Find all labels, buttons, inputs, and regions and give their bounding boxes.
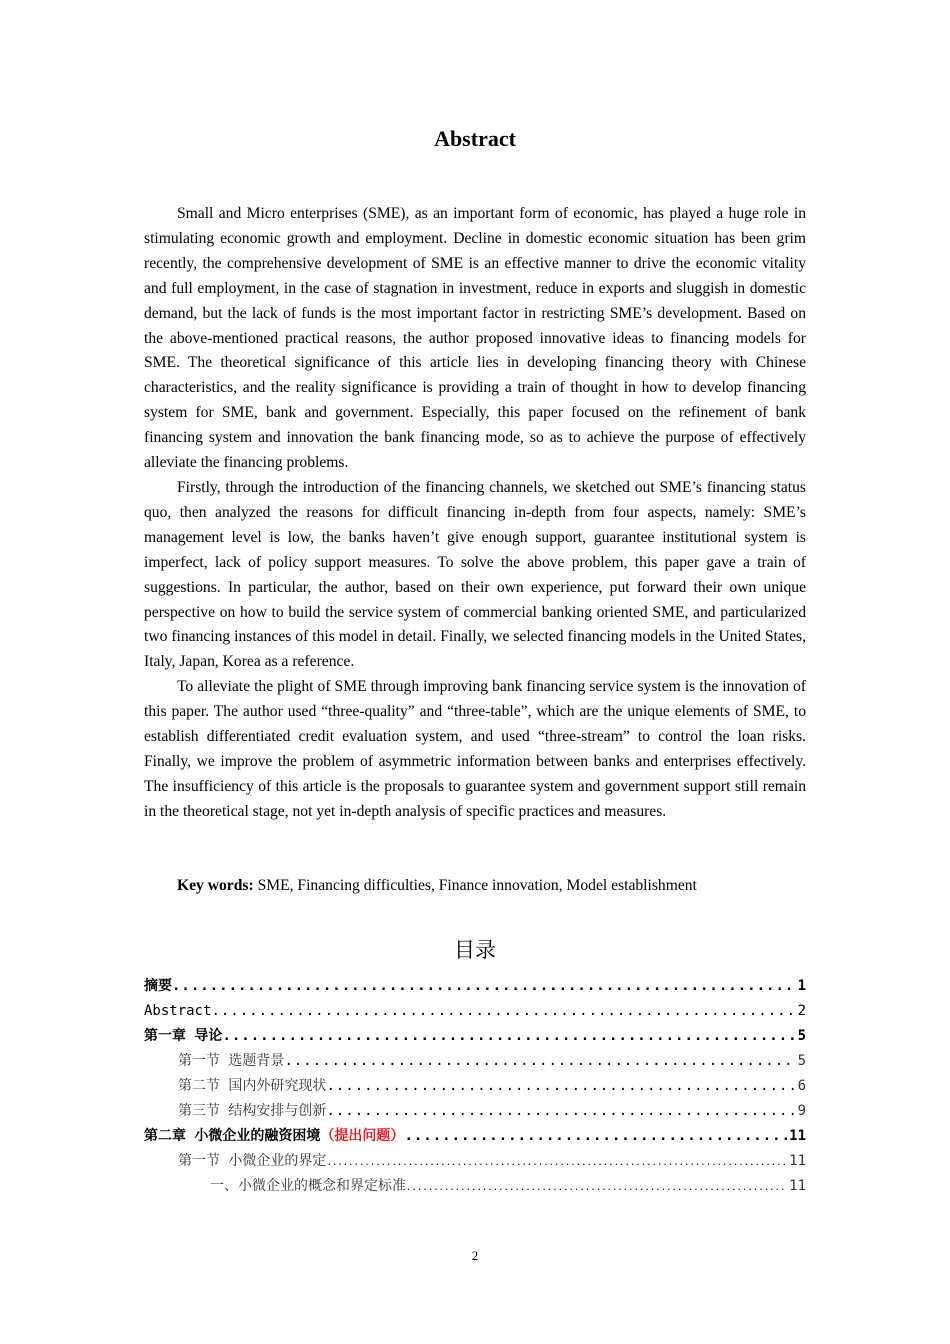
toc-page-number: 11 [789, 1153, 806, 1169]
toc-entry-chapter-1-section-1[interactable] [144, 1049, 806, 1074]
toc-page-number: 6 [797, 1078, 806, 1094]
toc-leader-dots [222, 1024, 795, 1049]
keywords-label: Key words: [177, 877, 254, 894]
toc-page-number: 9 [797, 1103, 806, 1119]
abstract-body [144, 202, 806, 825]
toc-page-number: 11 [789, 1128, 806, 1144]
page-number: 2 [471, 1248, 479, 1263]
toc-entry-label: 第一节 选题背景 [178, 1053, 285, 1069]
toc-leader-dots [172, 974, 796, 999]
toc-leader-dots [326, 1151, 787, 1174]
toc-leader-dots [404, 1124, 787, 1149]
toc-entry-label: 第三节 结构安排与创新 [178, 1103, 327, 1119]
toc-entry-label: 第二节 国内外研究现状 [178, 1078, 327, 1094]
toc-entry-label: Abstract [144, 1003, 212, 1019]
toc-entry-label: 一、小微企业的概念和界定标准 [210, 1178, 406, 1194]
toc-entry-chapter-1-section-3[interactable] [144, 1099, 806, 1124]
toc-entry-chapter-1-section-2[interactable] [144, 1074, 806, 1099]
toc-page-number: 2 [797, 1003, 806, 1019]
abstract-title: Abstract [434, 126, 516, 151]
toc-entry-label: 第一章 导论 [144, 1028, 223, 1044]
keywords-line [177, 874, 817, 898]
toc-entry-label: 摘要 [144, 978, 172, 994]
toc-entry-chapter-1[interactable] [144, 1024, 806, 1049]
abstract-paragraph-1: Small and Micro enterprises (SME), as an important form of economic, has played a huge role in stimulating economic growth and employment. Decline in domestic economic situation has been grim recently, the comprehensive development of SME is an effective manner to drive the economic vitality and full employment, in the case of stagnation in investment, reduce in exports and sluggish in domestic demand, but the lack of funds is the most important factor in restricting SME’s development. Based on the above-mentioned practical reasons, the author proposed innovative ideas to financing models for SME. The theoretical significance of this article lies in developing financing theory with Chinese characteristics, and the reality significance is providing a train of thought in how to develop financing system for SME, bank and government. Especially, this paper focused on the refinement of bank financing system and innovation the bank financing mode, so as to achieve the purpose of effectively alleviate the financing problems. [144, 205, 806, 472]
toc-page-number: 11 [789, 1178, 806, 1194]
toc-entry-zhaiyao[interactable] [144, 974, 806, 999]
toc-leader-dots [211, 999, 795, 1024]
abstract-paragraph-2: Firstly, through the introduction of the financing channels, we sketched out SME’s financing status quo, then analyzed the reasons for difficult financing in-depth from four aspects, namely: SME’s management level is low, the banks haven’t give enough support, guarantee institutional system is imperfect, lack of policy support measures. To solve the above problem, this paper gave a train of suggestions. In particular, the author, based on their own experience, put forward their own unique perspective on how to build the service system of commercial banking oriented SME, and particularized two financing instances of this model in detail. Finally, we selected financing models in the United States, Italy, Japan, Korea as a reference. [144, 478, 806, 671]
abstract-paragraph-3: To alleviate the plight of SME through improving bank financing service system is the innovation of this paper. The author used “three-quality” and “three-table”, which are the unique elements of SME, to establish differentiated credit evaluation system, and used “three-stream” to control the loan risks. Finally, we improve the problem of asymmetric information between banks and enterprises effectively. The insufficiency of this article is the proposals to guarantee system and government support still remain in the theoretical stage, not yet in-depth analysis of specific practices and measures. [144, 678, 806, 820]
toc-leader-dots [326, 1074, 795, 1099]
toc-entry-label [144, 1124, 404, 1149]
toc-leader-dots [406, 1176, 787, 1199]
toc-entry-chapter-2[interactable] [144, 1124, 806, 1149]
toc-entry-label-text: 第二章 小微企业的融资困境 [144, 1128, 321, 1144]
toc-page-number: 5 [797, 1053, 806, 1069]
toc-leader-dots [284, 1049, 795, 1074]
toc-entry-highlight: （提出问题） [320, 1128, 405, 1144]
table-of-contents [144, 974, 806, 1199]
toc-page-number: 5 [797, 1028, 806, 1044]
toc-entry-chapter-2-section-1[interactable] [144, 1149, 806, 1174]
toc-entry-label: 第一节 小微企业的界定 [178, 1153, 327, 1169]
keywords-text: SME, Financing difficulties, Finance innovation, Model establishment [253, 877, 697, 894]
toc-entry-abstract[interactable] [144, 999, 806, 1024]
toc-entry-chapter-2-section-1-item-1[interactable] [144, 1174, 806, 1199]
toc-title: 目录 [454, 938, 496, 962]
toc-page-number: 1 [797, 978, 806, 994]
toc-leader-dots [326, 1099, 795, 1124]
